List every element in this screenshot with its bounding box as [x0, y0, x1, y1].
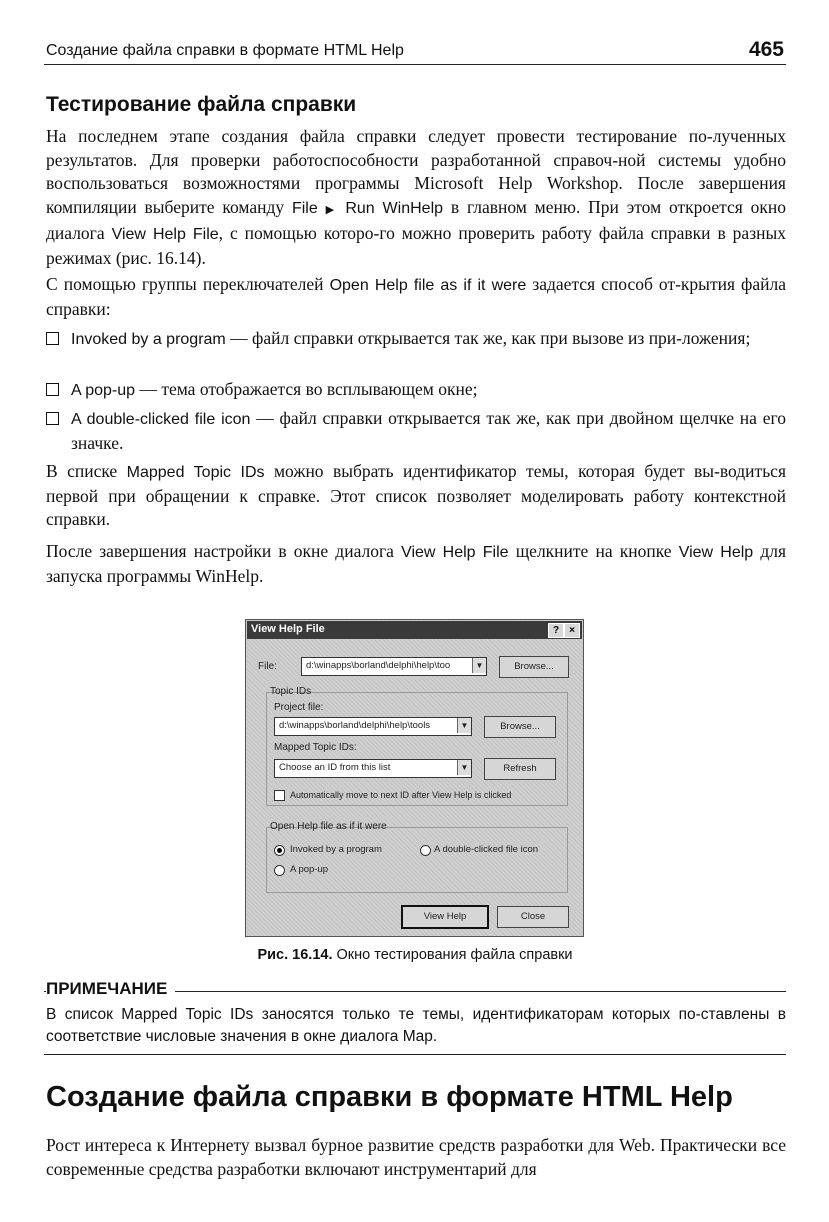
- menu-arrow-icon: ▶: [325, 203, 338, 216]
- browse-file-button[interactable]: Browse...: [499, 656, 569, 678]
- menu-file: File: [291, 199, 318, 217]
- project-file-combo[interactable]: [274, 717, 472, 736]
- file-label: File:: [258, 661, 277, 672]
- dialog-titlebar: [247, 621, 582, 639]
- radio-popup[interactable]: [274, 865, 285, 876]
- open-help-group-label: Open Help file as if it were: [270, 821, 387, 832]
- para3-text-b: можно выбрать идентификатор темы, которая будет вы-водиться первой при обращении к справке. Этот список позволяет моделировать работу контекстной справки.: [46, 461, 786, 529]
- para1-text-c: , с помощью которо-го можно проверить работу файла справки в разных режимах (рис. 16.14).: [46, 223, 786, 268]
- radio-double-clicked-label: A double-clicked file icon: [434, 844, 539, 855]
- bullet-term: A pop-up: [71, 382, 136, 399]
- paragraph-radio-group: [46, 273, 786, 321]
- dialog-title: View Help File: [251, 623, 325, 635]
- para4-text-a: После завершения настройки в окне диалога: [46, 541, 402, 561]
- page-number: 465: [748, 38, 784, 61]
- topic-ids-label: Topic IDs: [270, 686, 312, 697]
- figure-label: Рис. 16.14.: [257, 947, 333, 963]
- para2-text-b: задается способ от-крытия файла справки:: [46, 274, 787, 319]
- radio-invoked-label: Invoked by a program: [290, 844, 382, 855]
- para2-text-a: С помощью группы переключателей: [46, 274, 330, 294]
- menu-run-winhelp: Run WinHelp: [345, 199, 444, 217]
- mapped-topic-ids-label: Mapped Topic IDs:: [274, 742, 357, 753]
- chapter-heading: Создание файла справки в формате HTML Help: [46, 1081, 733, 1113]
- browse-project-button[interactable]: Browse...: [484, 716, 556, 738]
- para1-text-b: в главном меню. При этом откроется окно диалога: [46, 196, 786, 243]
- paragraph-mapped-ids: [46, 460, 786, 532]
- mapped-topic-ids-value: Choose an ID from this list: [279, 762, 391, 773]
- auto-move-label: Automatically move to next ID after View Help is clicked: [290, 790, 512, 800]
- open-help-group: [266, 827, 568, 893]
- para3-text-a: В списке: [46, 461, 127, 481]
- refresh-button[interactable]: Refresh: [484, 758, 556, 780]
- help-icon[interactable]: ?: [548, 623, 564, 638]
- bullet-term: A double-clicked file icon: [71, 411, 251, 428]
- header-rule: [44, 64, 786, 65]
- para1-text-a: На последнем этапе создания файла справки следует провести тестирование по-лученных результатов. Для проверки работоспособности разработанной справоч-ной системы удобно воспользоваться возможностями программы Microsoft Help Workshop. После завершения компиляции выберите команду: [46, 126, 786, 217]
- note-rule-bottom: [44, 1054, 786, 1055]
- checkbox-bullet-icon: [46, 383, 59, 396]
- view-help-ref: View Help: [678, 544, 754, 561]
- list-item: [46, 407, 786, 455]
- running-head-title: Создание файла справки в формате HTML Help: [46, 42, 404, 59]
- paragraph-view-help: [46, 540, 786, 588]
- checkbox-bullet-icon: [46, 332, 59, 345]
- note-heading: ПРИМЕЧАНИЕ: [46, 979, 175, 999]
- auto-move-checkbox[interactable]: [274, 790, 285, 801]
- radio-invoked[interactable]: [274, 845, 285, 856]
- bullet-term: Invoked by a program: [71, 331, 226, 348]
- list-item: [46, 327, 786, 352]
- bullet-desc: — файл справки открывается так же, как при двойном щелчке на его значке.: [71, 408, 786, 453]
- figure-caption: [44, 947, 786, 963]
- mapped-ids-ref: Mapped Topic IDs: [126, 464, 265, 481]
- figure-caption-text: Окно тестирования файла справки: [332, 947, 573, 963]
- project-file-value: d:\winapps\borland\delphi\help\tools: [279, 720, 431, 731]
- dialog-name-ref: View Help File: [401, 544, 509, 561]
- para4-text-c: для запуска программы WinHelp.: [46, 541, 787, 586]
- close-button[interactable]: Close: [497, 906, 569, 928]
- bullet-desc: — тема отображается во всплывающем окне;: [135, 379, 478, 399]
- running-head: [44, 40, 786, 64]
- dropdown-arrow-icon[interactable]: ▼: [472, 658, 486, 673]
- dropdown-arrow-icon[interactable]: ▼: [457, 718, 471, 733]
- radio-popup-label: A pop-up: [290, 864, 329, 875]
- dialog-name-ref: View Help File: [111, 226, 219, 243]
- close-icon[interactable]: ×: [564, 623, 580, 638]
- dropdown-arrow-icon[interactable]: ▼: [457, 760, 471, 775]
- paragraph-html-help: Рост интереса к Интернету вызвал бурное развитие средств разработки для Web. Практически все современные средства разработки включают инструментарий для: [46, 1135, 786, 1179]
- bullet-desc: — файл справки открывается так же, как при вызове из при-ложения;: [225, 328, 751, 348]
- para4-text-b: щелкните на кнопке: [508, 541, 679, 561]
- paragraph-intro: [46, 125, 786, 270]
- project-file-label: Project file:: [274, 702, 324, 713]
- checkbox-bullet-icon: [46, 412, 59, 425]
- view-help-button[interactable]: View Help: [401, 905, 489, 929]
- file-combo[interactable]: [301, 657, 487, 676]
- radio-double-clicked[interactable]: [420, 845, 431, 856]
- option-group-ref: Open Help file as if it were: [329, 277, 527, 294]
- list-item: [46, 378, 786, 403]
- mapped-topic-ids-combo[interactable]: [274, 759, 472, 778]
- file-value: d:\winapps\borland\delphi\help\too: [306, 660, 451, 671]
- note-text: В список Mapped Topic IDs заносятся только те темы, идентификаторам которых по-ставлены в соответствие числовые значения в окне диалога Map.: [46, 1006, 786, 1045]
- section-heading: Тестирование файла справки: [46, 93, 357, 116]
- view-help-file-dialog: [245, 619, 584, 937]
